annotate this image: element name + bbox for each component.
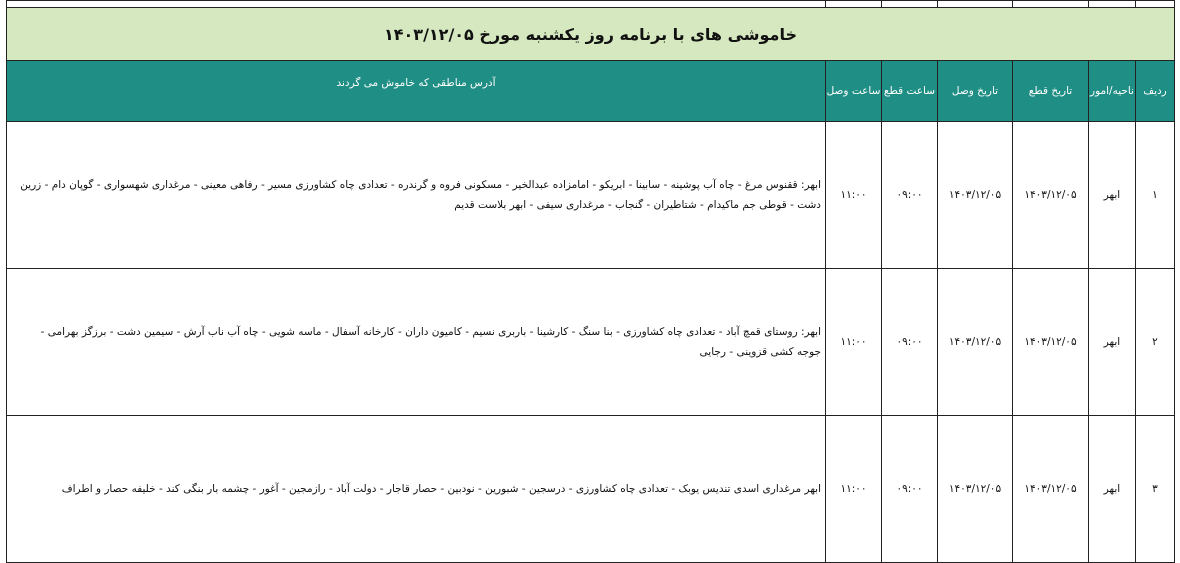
row-number: ۳ [1136,416,1175,563]
row-connect-time: ۱۱:۰۰ [826,416,882,563]
header-address: آدرس مناطقی که خاموش می گردند [7,61,826,122]
header-cut-date: تاریخ قطع [1013,61,1089,122]
table-row [7,122,1175,269]
row-area: ابهر [1089,269,1136,416]
row-address: ابهر: ققنوس مرغ - چاه آب پوشینه - سابینا - ابریکو - امامزاده عبدالخیر - مسکونی فروه و گرندره - تعدادی چاه کشاورزی مسیر - رفاهی معینی - مرغداری شهسواری - گوپان دام - زرین دشت - قوطی جم ماکیدام - شتاطیران - گنجاب - مرغداری سیفی - ابهر بلاست قدیم [7,122,826,269]
row-number: ۱ [1136,122,1175,269]
header-row-number: ردیف [1136,61,1175,122]
row-cut-date: ۱۴۰۳/۱۲/۰۵ [1013,122,1089,269]
row-cut-time: ۰۹:۰۰ [882,122,938,269]
row-connect-date: ۱۴۰۳/۱۲/۰۵ [938,269,1013,416]
header-row [7,61,1175,122]
row-number: ۲ [1136,269,1175,416]
header-cut-time: ساعت قطع [882,61,938,122]
row-connect-date: ۱۴۰۳/۱۲/۰۵ [938,416,1013,563]
row-connect-time: ۱۱:۰۰ [826,269,882,416]
top-border-row [7,1,1175,8]
row-cut-date: ۱۴۰۳/۱۲/۰۵ [1013,269,1089,416]
table-row [7,416,1175,563]
row-cut-time: ۰۹:۰۰ [882,269,938,416]
row-area: ابهر [1089,416,1136,563]
header-area: ناحیه/امور [1089,61,1136,122]
row-address: ابهر مرغداری اسدی تندیس یوبک - تعدادی چاه کشاورزی - درسجین - شبورین - نودبین - حصار قاجار - دولت آباد - رازمجین - آغور - چشمه بار بنگی کند - خلیفه حصار و اطراف [7,416,826,563]
title-row [7,8,1175,61]
row-connect-date: ۱۴۰۳/۱۲/۰۵ [938,122,1013,269]
row-cut-date: ۱۴۰۳/۱۲/۰۵ [1013,416,1089,563]
outage-table [6,0,1175,563]
header-connect-time: ساعت وصل [826,61,882,122]
table-title: خاموشی های با برنامه روز یکشنبه مورخ ۱۴۰۳/۱۲/۰۵ [7,8,1175,61]
row-address: ابهر: روستای قمچ آباد - تعدادی چاه کشاورزی - بنا سنگ - کارشینا - باربری نسیم - کامیون داران - کارخانه آسفال - ماسه شویی - چاه آب ناب آرش - سیمین دشت - برزگز بهرامی - جوجه کشی قزوینی - رجایی [7,269,826,416]
header-connect-date: تاریخ وصل [938,61,1013,122]
row-area: ابهر [1089,122,1136,269]
row-connect-time: ۱۱:۰۰ [826,122,882,269]
row-cut-time: ۰۹:۰۰ [882,416,938,563]
table-row [7,269,1175,416]
